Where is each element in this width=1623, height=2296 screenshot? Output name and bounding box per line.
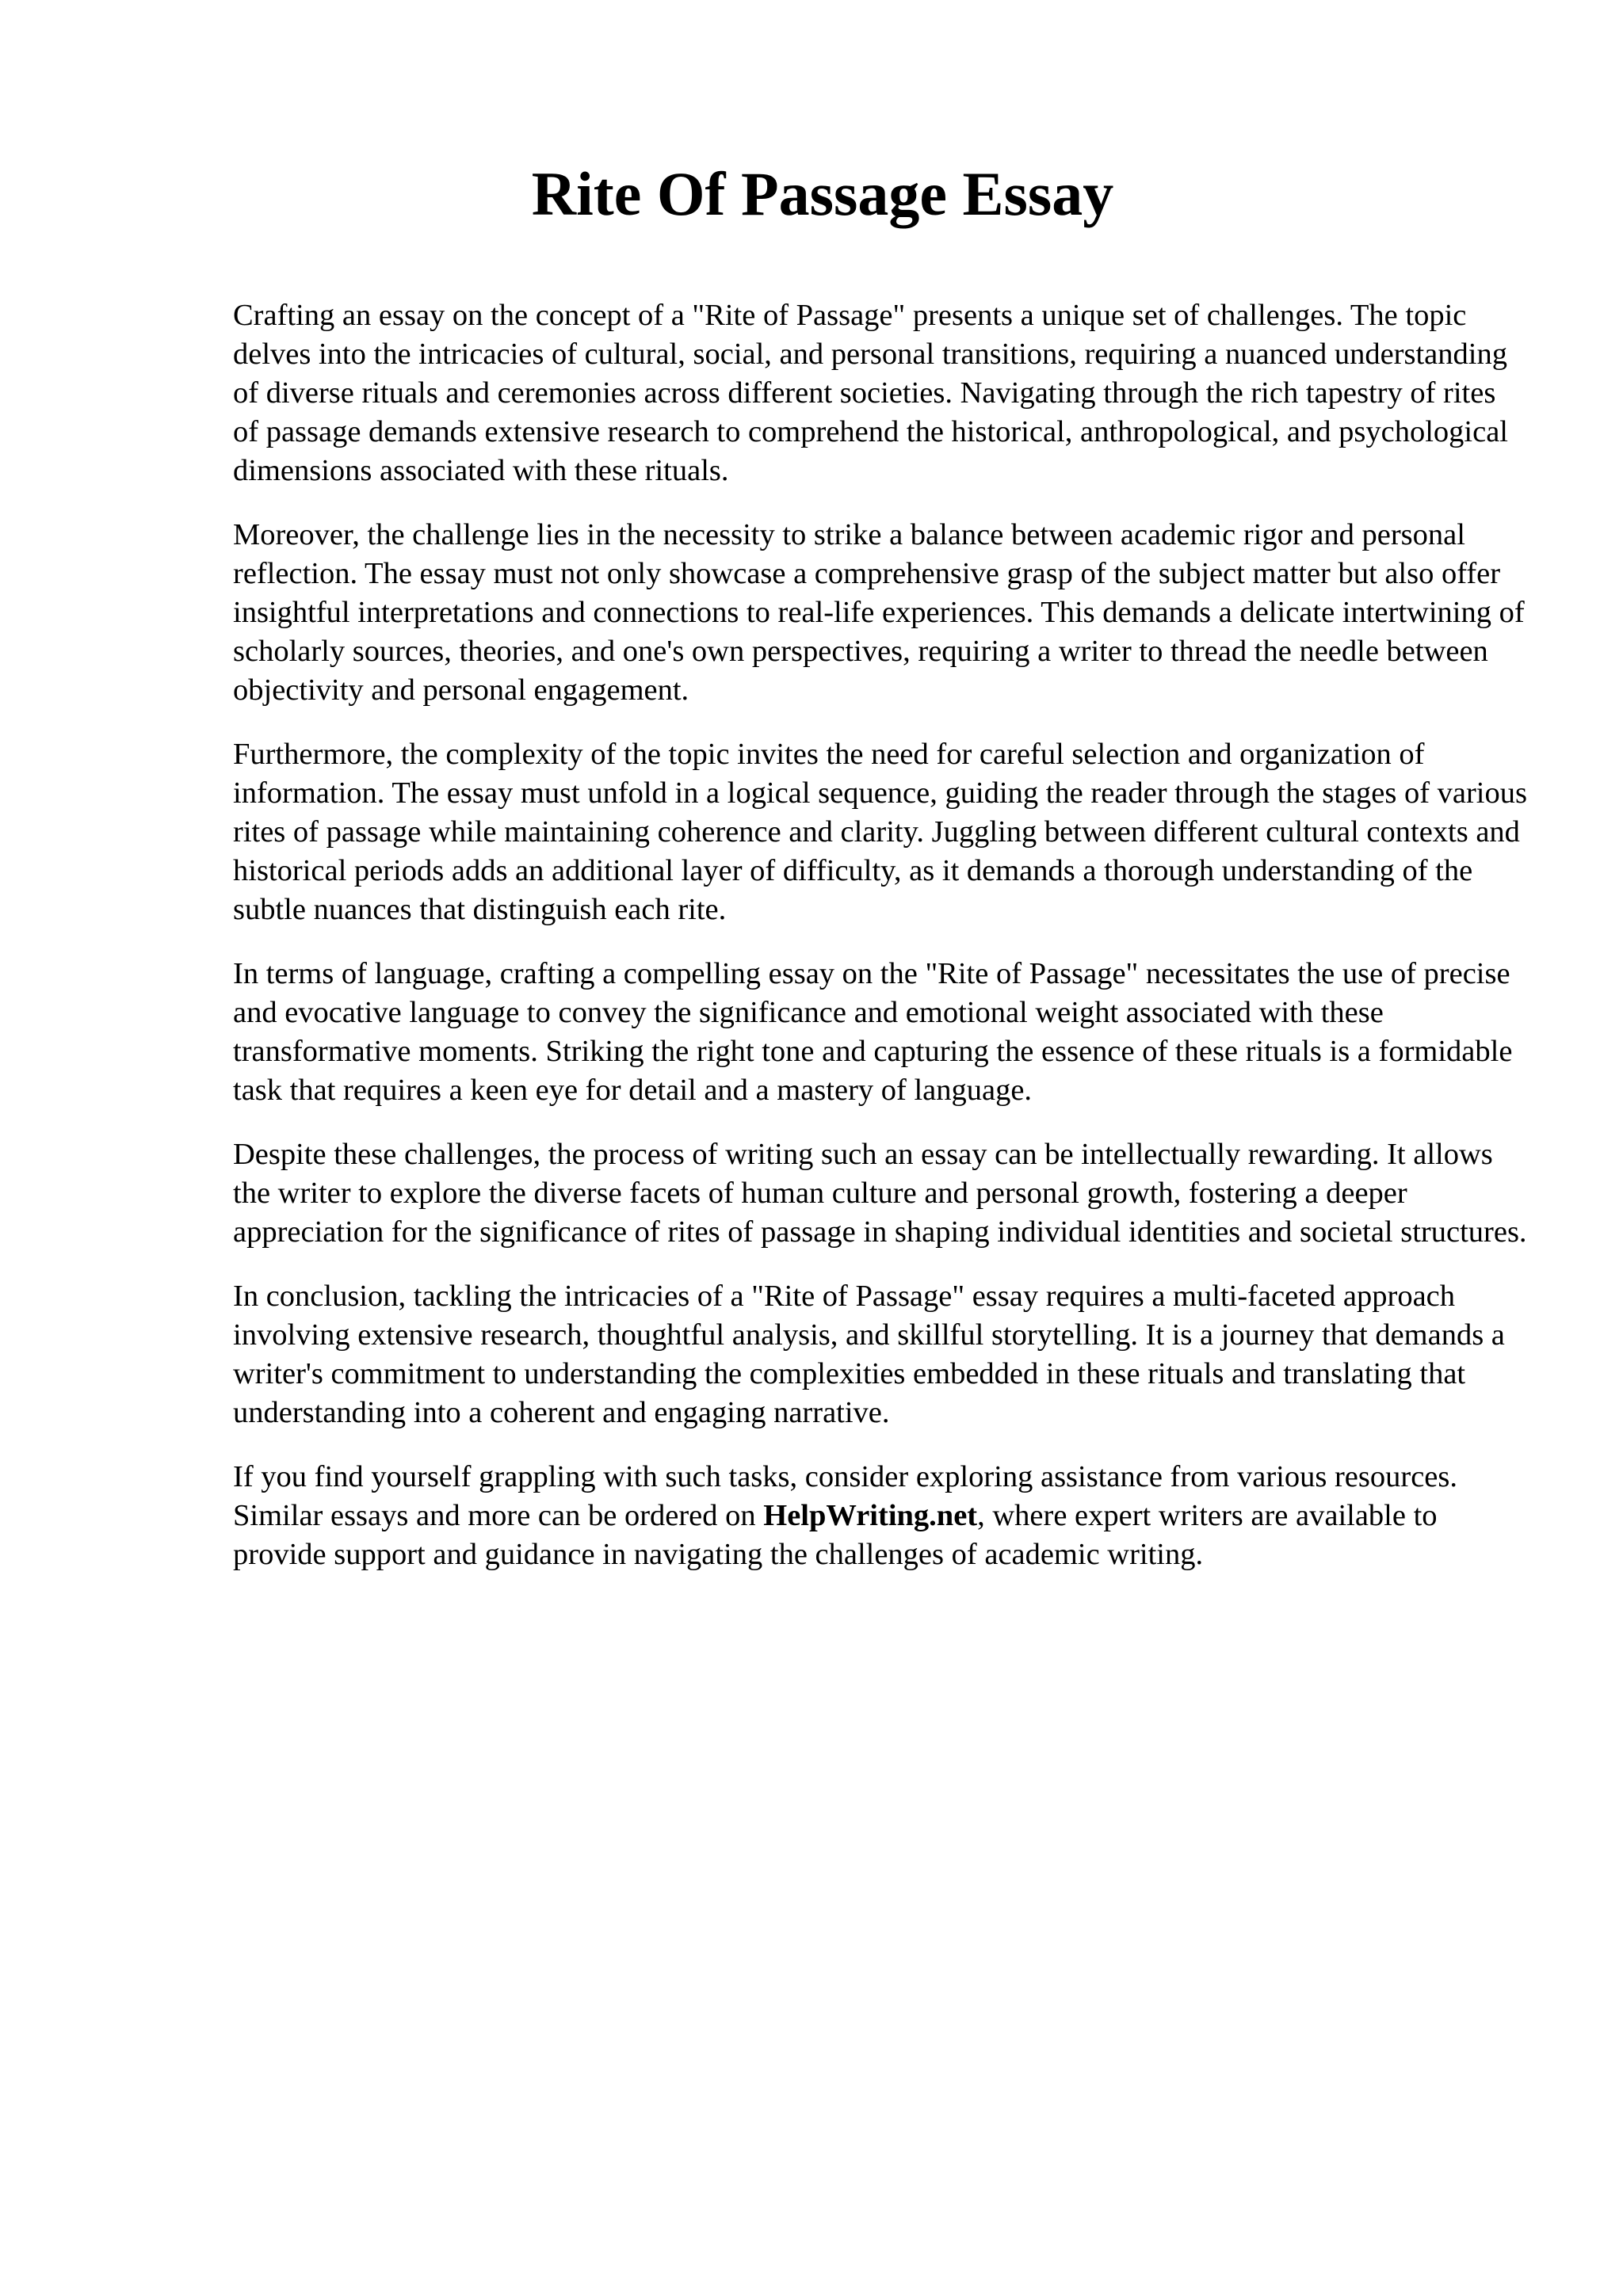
- essay-body: [233, 296, 1528, 1574]
- page-title: Rite Of Passage Essay: [531, 159, 1114, 228]
- paragraph-organization: Furthermore, the complexity of the topic invites the need for careful selection and organization of information. The essay must unfold in a logical sequence, guiding the reader through the stages of various rites of passage while maintaining coherence and clarity. Juggling between different cultural contexts and historical periods adds an additional layer of difficulty, as it demands a thorough understanding of the subtle nuances that distinguish each rite.: [233, 738, 1527, 926]
- closing-text-after: , where expert writers are available to provide support and guidance in navigating the challenges of academic writing.: [233, 1499, 1438, 1571]
- paragraph-balance: Moreover, the challenge lies in the necessity to strike a balance between academic rigor and personal reflection. The essay must not only showcase a comprehensive grasp of the subject matter but also offer insightful interpretations and connections to real-life experiences. This demands a delicate intertwining of scholarly sources, theories, and one's own perspectives, requiring a writer to thread the needle between objectivity and personal engagement.: [233, 518, 1525, 707]
- paragraph-closing: [233, 1458, 1528, 1574]
- paragraph-intro: Crafting an essay on the concept of a "Rite of Passage" presents a unique set of challenges. The topic delves into the intricacies of cultural, social, and personal transitions, requiring a nuanced understanding of diverse rituals and ceremonies across different societies. Navigating through the rich tapestry of rites of passage demands extensive research to comprehend the historical, anthropological, and psychological dimensions associated with these rituals.: [233, 299, 1508, 487]
- brand-name: HelpWriting.net: [763, 1499, 978, 1532]
- closing-text-before: If you find yourself grappling with such tasks, consider exploring assistance from various resources. Similar essays and more can be ordered on: [233, 1460, 1457, 1532]
- paragraph-conclusion: In conclusion, tackling the intricacies of a "Rite of Passage" essay requires a multi-faceted approach involving extensive research, thoughtful analysis, and skillful storytelling. It is a journey that demands a writer's commitment to understanding the complexities embedded in these rituals and translating that understanding into a coherent and engaging narrative.: [233, 1280, 1505, 1429]
- paragraph-language: In terms of language, crafting a compelling essay on the "Rite of Passage" necessitates the use of precise and evocative language to convey the significance and emotional weight associated with these transformative moments. Striking the right tone and capturing the essence of these rituals is a formidable task that requires a keen eye for detail and a mastery of language.: [233, 957, 1513, 1107]
- paragraph-rewards: Despite these challenges, the process of writing such an essay can be intellectually rewarding. It allows the writer to explore the diverse facets of human culture and personal growth, fostering a deeper appreciation for the significance of rites of passage in shaping individual identities and societal structures.: [233, 1138, 1527, 1249]
